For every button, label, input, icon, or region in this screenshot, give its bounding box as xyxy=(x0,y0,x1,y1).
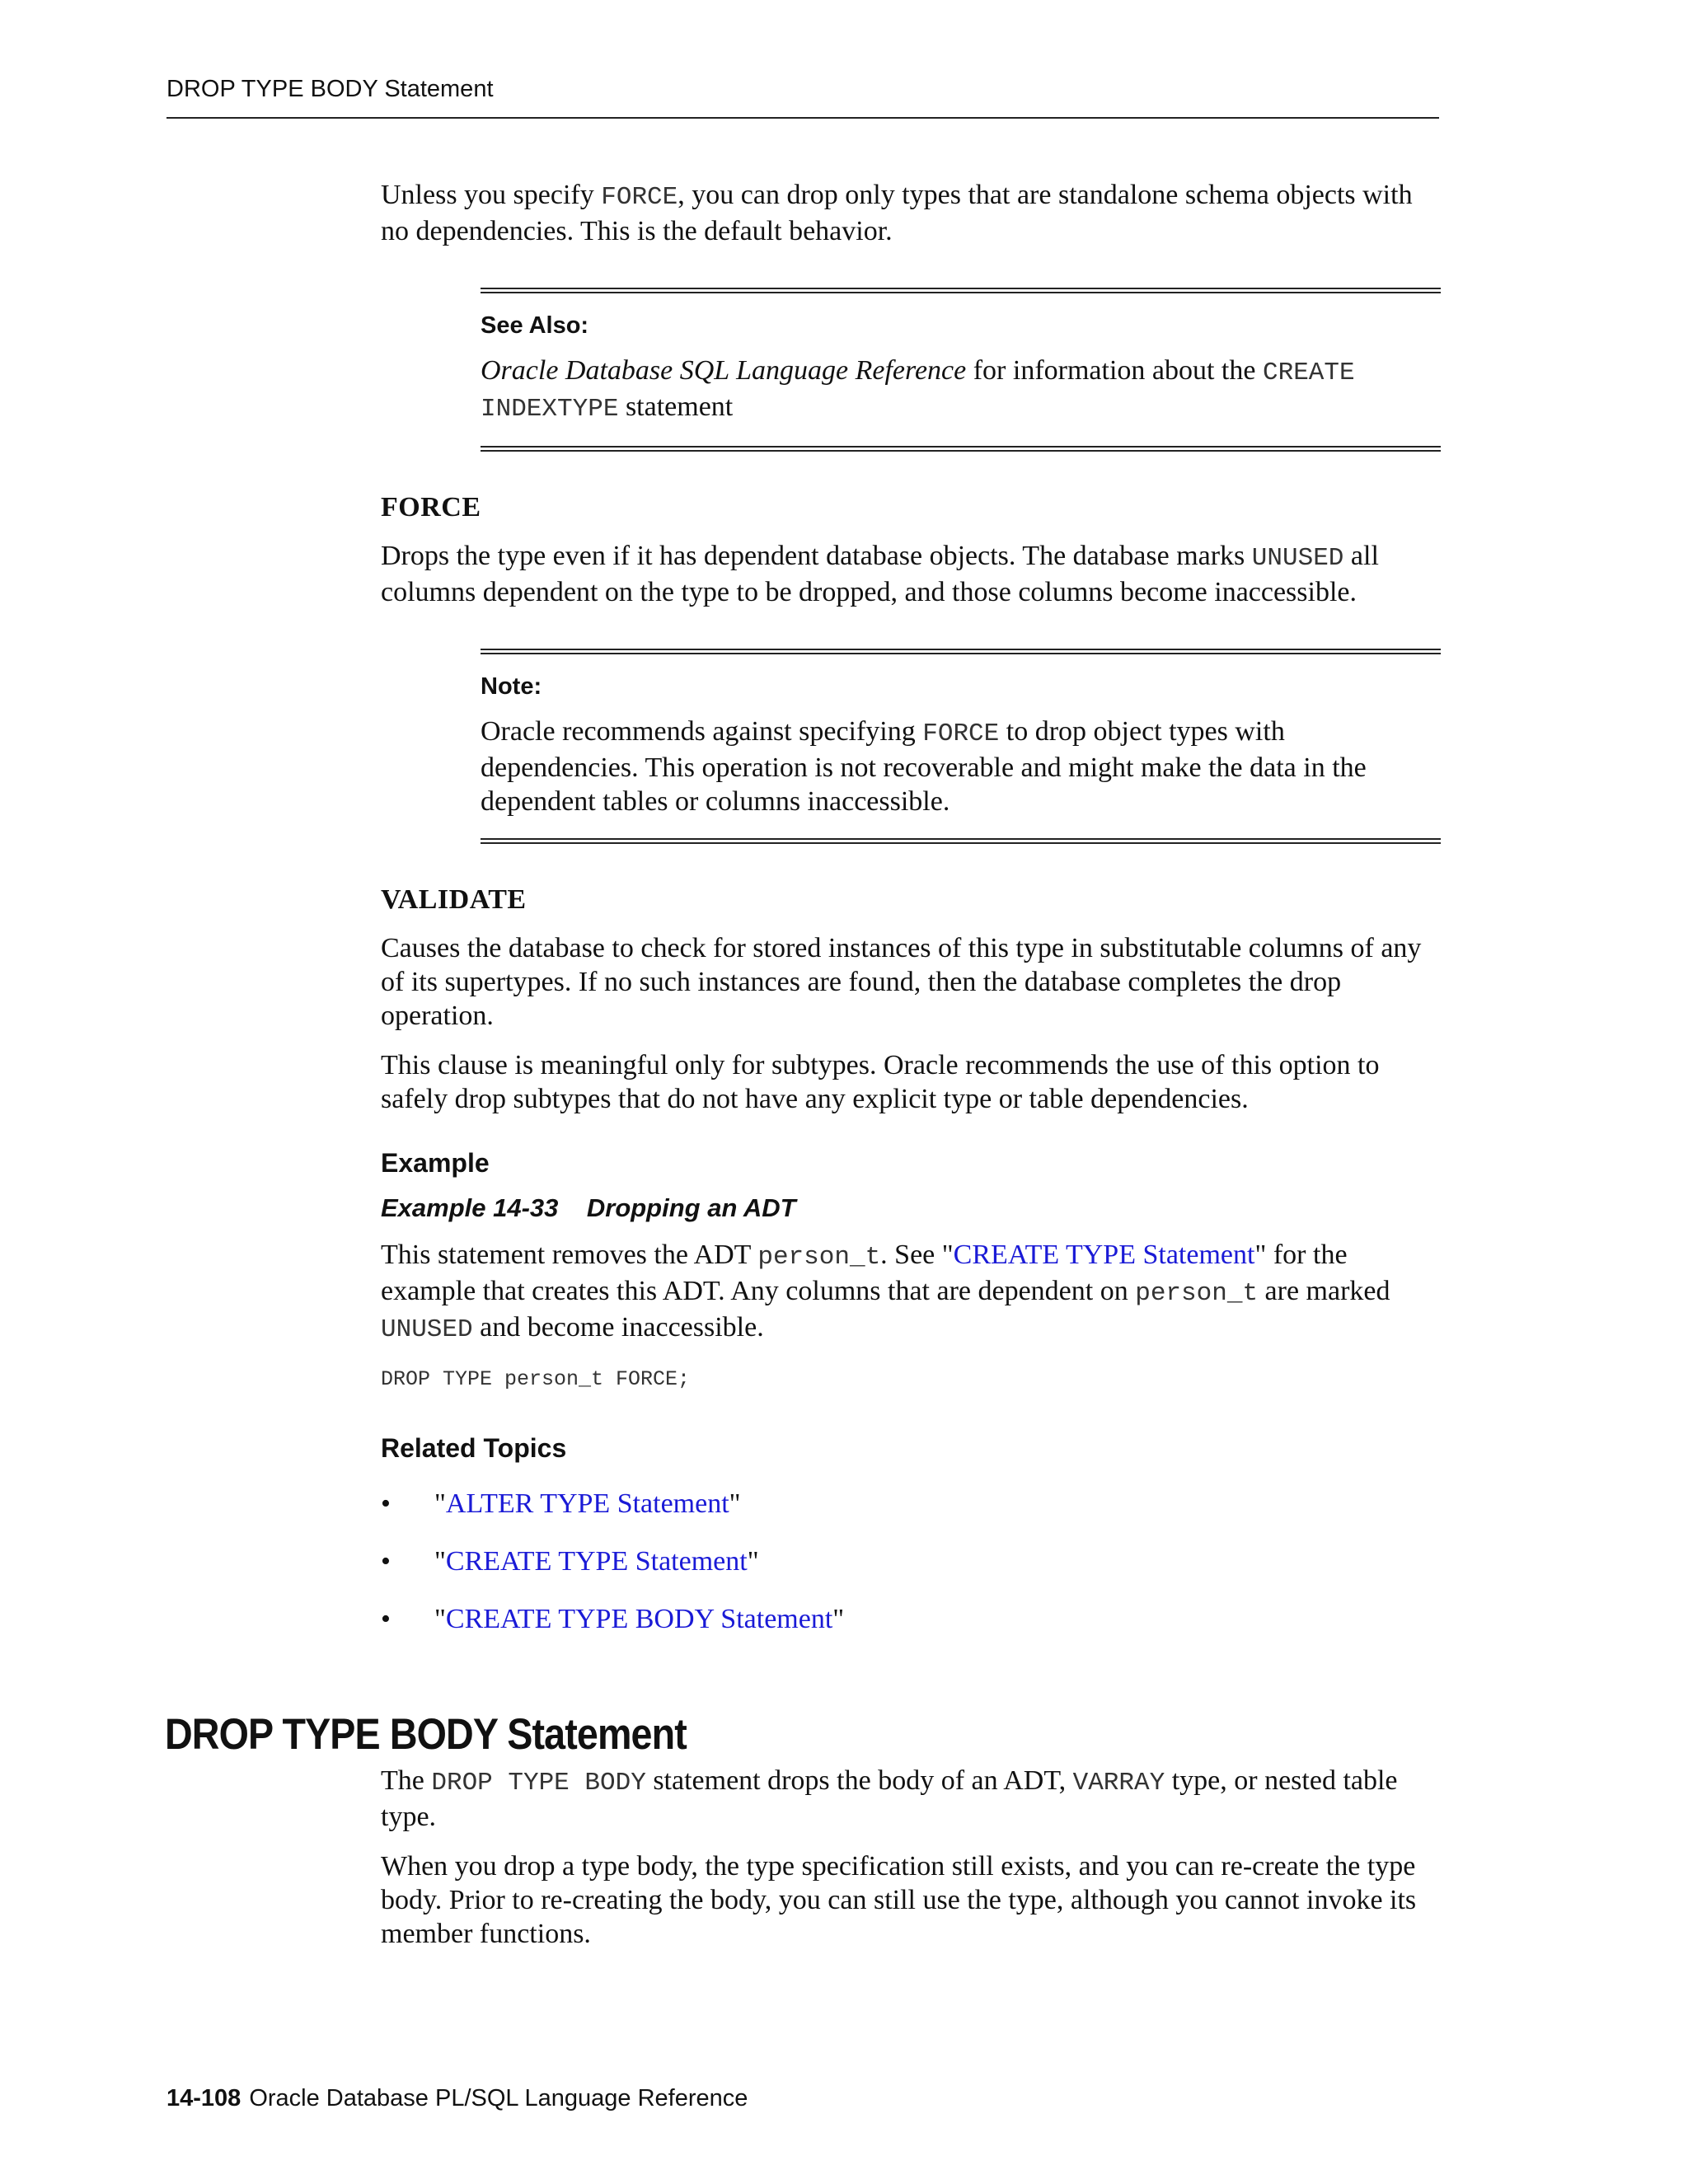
list-item xyxy=(381,1602,1441,1636)
callout-top-rule xyxy=(481,649,1441,654)
see-also-mid: for information about the xyxy=(966,355,1263,386)
example-title: Example 14-33 Dropping an ADT xyxy=(381,1193,796,1222)
force-heading: FORCE xyxy=(381,492,481,523)
example-text-2: . See " xyxy=(880,1240,954,1270)
force-text-rest: all columns dependent on the type to be dropped, and those columns become inaccessible. xyxy=(381,541,1379,607)
intro-text-rest: , you can drop only types that are standalone schema objects with no dependencies. This is the default behavior. xyxy=(381,180,1413,246)
quote-open: " xyxy=(434,1604,446,1634)
quote-close: " xyxy=(747,1546,759,1577)
section-text-1: The xyxy=(381,1765,432,1796)
example-paragraph xyxy=(381,1238,1441,1347)
force-code: FORCE xyxy=(922,719,1000,748)
page-body xyxy=(381,178,1441,1660)
force-text: Drops the type even if it has dependent database objects. The database marks xyxy=(381,541,1252,571)
alter-type-statement-link[interactable]: ALTER TYPE Statement xyxy=(445,1488,729,1519)
create-indextype-code: CREATE INDEXTYPE xyxy=(481,359,1355,424)
person-t-code: person_t xyxy=(757,1243,881,1272)
bullet: • xyxy=(381,1604,391,1634)
related-topics-heading: Related Topics xyxy=(381,1433,567,1463)
bullet: • xyxy=(381,1488,391,1519)
running-header: DROP TYPE BODY Statement xyxy=(166,76,494,102)
note-text-post: to drop object types with dependencies. This operation is not recoverable and might make the data in the dependent tables or columns inaccessible. xyxy=(481,716,1367,817)
section-text-2: statement drops the body of an ADT, xyxy=(645,1765,1073,1796)
validate-paragraph-2: This clause is meaningful only for subtypes. Oracle recommends the use of this option to safely drop subtypes that do not have any explicit type or table dependencies. xyxy=(381,1050,1380,1114)
quote-close: " xyxy=(832,1604,845,1634)
callout-top-rule xyxy=(481,288,1441,293)
related-topics-list xyxy=(381,1487,1441,1636)
validate-paragraph-1: Causes the database to check for stored instances of this type in substitutable columns of any of its supertypes. If no such instances are found, then the database completes the drop operation. xyxy=(381,933,1422,1031)
book-title: Oracle Database PL/SQL Language Reference xyxy=(249,2085,748,2111)
intro-text: Unless you specify xyxy=(381,180,602,210)
page-footer xyxy=(166,2085,748,2112)
unused-code: UNUSED xyxy=(1251,544,1344,573)
example-text-4: are marked xyxy=(1258,1276,1390,1306)
section-paragraph-2: When you drop a type body, the type specification still exists, and you can re-create the type body. Prior to re-creating the body, you can still use the type, although you cannot invoke its member functions. xyxy=(381,1851,1417,1949)
see-also-text xyxy=(481,354,1441,426)
page-number: 14-108 xyxy=(166,2085,241,2111)
drop-type-body-code: DROP TYPE BODY xyxy=(431,1769,646,1797)
list-item xyxy=(381,1487,1441,1521)
create-type-statement-link[interactable]: CREATE TYPE Statement xyxy=(445,1546,748,1577)
see-also-end: statement xyxy=(618,391,734,422)
force-description xyxy=(381,539,1441,609)
note-title: Note: xyxy=(481,673,542,700)
note-text-pre: Oracle recommends against specifying xyxy=(481,716,923,747)
validate-heading: VALIDATE xyxy=(381,884,527,915)
section-text-3: type, or nested table type. xyxy=(381,1765,1398,1832)
create-type-body-statement-link[interactable]: CREATE TYPE BODY Statement xyxy=(445,1604,833,1634)
section-body xyxy=(381,1764,1441,1951)
note-callout xyxy=(481,649,1441,844)
unused-code: UNUSED xyxy=(381,1315,473,1344)
quote-close: " xyxy=(729,1488,741,1519)
see-also-book-title: Oracle Database SQL Language Reference xyxy=(481,355,967,386)
section-paragraph-1 xyxy=(381,1764,1441,1834)
code-example: DROP TYPE person_t FORCE; xyxy=(381,1367,691,1391)
see-also-title: See Also: xyxy=(481,312,589,339)
callout-bottom-rule xyxy=(481,446,1441,452)
see-also-callout xyxy=(481,288,1441,452)
note-text xyxy=(481,715,1441,818)
list-item xyxy=(381,1544,1441,1578)
callout-bottom-rule xyxy=(481,838,1441,844)
header-rule xyxy=(166,117,1439,119)
varray-code: VARRAY xyxy=(1072,1769,1165,1797)
force-code: FORCE xyxy=(601,183,678,212)
bullet: • xyxy=(381,1546,391,1577)
example-text-3: " for the example that creates this ADT. Any columns that are dependent on xyxy=(381,1240,1348,1306)
quote-open: " xyxy=(434,1546,446,1577)
example-text-5: and become inaccessible. xyxy=(472,1312,764,1343)
person-t-code: person_t xyxy=(1135,1279,1259,1308)
create-type-statement-link[interactable]: CREATE TYPE Statement xyxy=(953,1240,1255,1270)
example-heading: Example xyxy=(381,1148,490,1178)
intro-paragraph xyxy=(381,178,1441,248)
example-text-1: This statement removes the ADT xyxy=(381,1240,758,1270)
section-title: DROP TYPE BODY Statement xyxy=(165,1710,687,1759)
quote-open: " xyxy=(434,1488,446,1519)
